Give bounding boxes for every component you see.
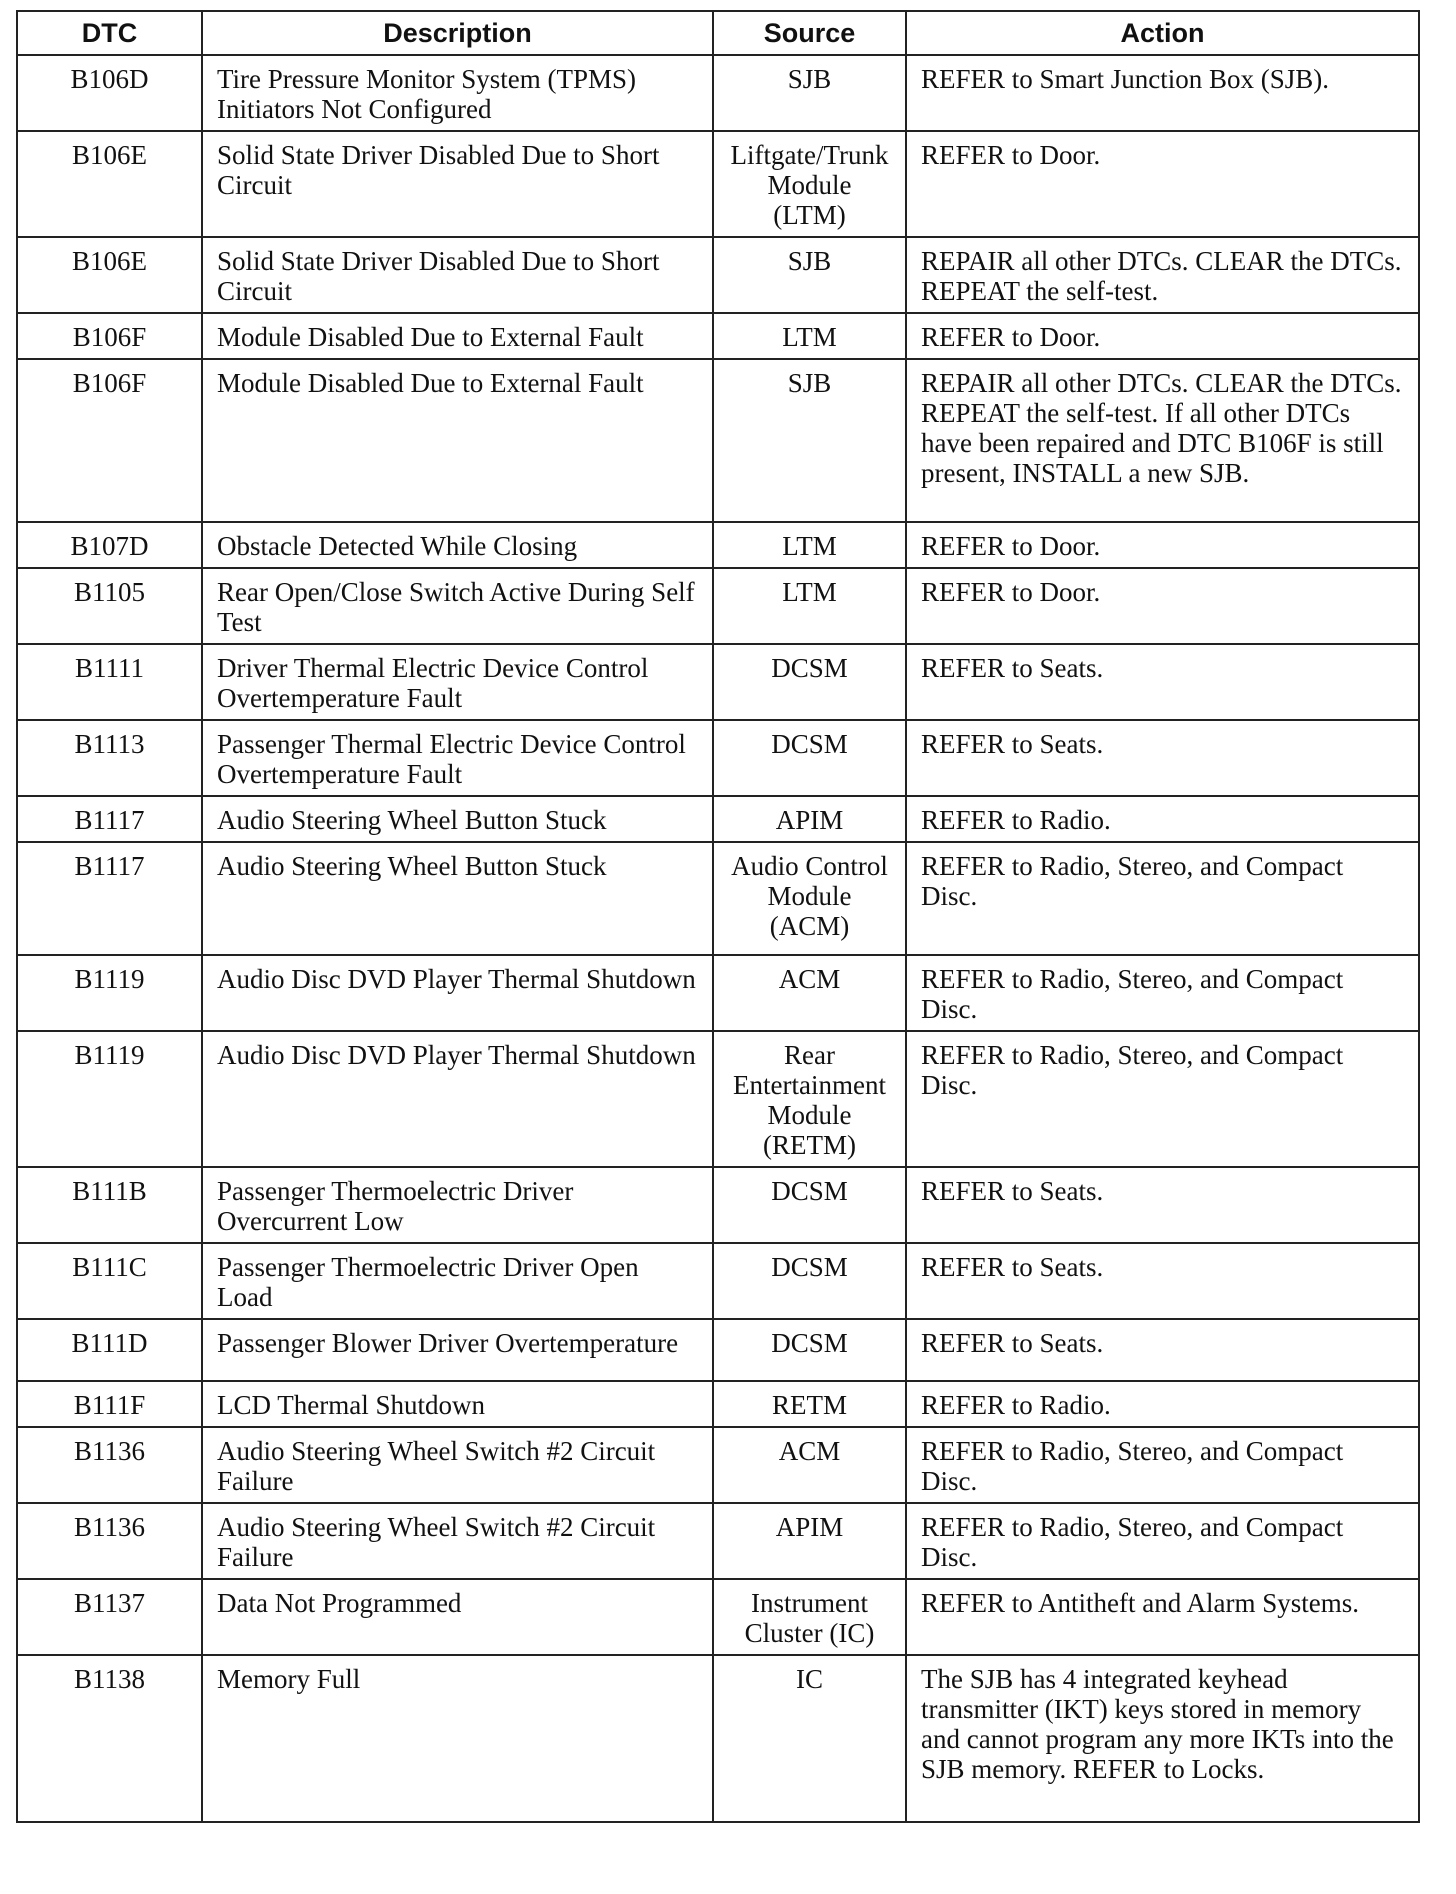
dtc-source: RETM (713, 1381, 906, 1427)
dtc-description: Audio Steering Wheel Switch #2 Circuit Failure (202, 1427, 713, 1503)
dtc-description: Audio Steering Wheel Button Stuck (202, 796, 713, 842)
dtc-action: REFER to Radio, Stereo, and Compact Disc. (906, 1503, 1419, 1579)
table-row (17, 1381, 1419, 1427)
dtc-source: DCSM (713, 644, 906, 720)
dtc-action: REFER to Radio, Stereo, and Compact Disc. (906, 1427, 1419, 1503)
dtc-description: Solid State Driver Disabled Due to Short Circuit (202, 237, 713, 313)
dtc-description: Rear Open/Close Switch Active During Self Test (202, 568, 713, 644)
header-dtc: DTC (17, 11, 202, 55)
dtc-code: B1119 (17, 1031, 202, 1167)
dtc-description: Audio Disc DVD Player Thermal Shutdown (202, 1031, 713, 1167)
dtc-code: B111F (17, 1381, 202, 1427)
dtc-description: Driver Thermal Electric Device Control Overtemperature Fault (202, 644, 713, 720)
table-row (17, 842, 1419, 955)
table-row (17, 1031, 1419, 1167)
dtc-source: IC (713, 1655, 906, 1822)
dtc-action: REFER to Door. (906, 568, 1419, 644)
dtc-source: SJB (713, 237, 906, 313)
dtc-description: Passenger Thermoelectric Driver Open Load (202, 1243, 713, 1319)
dtc-source: DCSM (713, 1243, 906, 1319)
dtc-description: Audio Disc DVD Player Thermal Shutdown (202, 955, 713, 1031)
dtc-code: B1105 (17, 568, 202, 644)
dtc-table (16, 10, 1420, 1823)
dtc-description: Memory Full (202, 1655, 713, 1822)
dtc-code: B106D (17, 55, 202, 131)
table-row (17, 1243, 1419, 1319)
dtc-action: REFER to Seats. (906, 1243, 1419, 1319)
table-row (17, 1579, 1419, 1655)
dtc-action: REFER to Seats. (906, 1319, 1419, 1381)
header-source: Source (713, 11, 906, 55)
dtc-action: REFER to Door. (906, 522, 1419, 568)
dtc-code: B1136 (17, 1427, 202, 1503)
dtc-description: Tire Pressure Monitor System (TPMS) Initiators Not Configured (202, 55, 713, 131)
dtc-action: REFER to Seats. (906, 1167, 1419, 1243)
dtc-source: SJB (713, 55, 906, 131)
dtc-code: B106F (17, 359, 202, 522)
table-row (17, 1319, 1419, 1381)
dtc-source: ACM (713, 1427, 906, 1503)
dtc-action: REFER to Radio, Stereo, and Compact Disc. (906, 842, 1419, 955)
dtc-source: Instrument Cluster (IC) (713, 1579, 906, 1655)
table-row (17, 131, 1419, 237)
dtc-action: REFER to Radio, Stereo, and Compact Disc. (906, 1031, 1419, 1167)
dtc-action: REFER to Radio. (906, 796, 1419, 842)
dtc-code: B1119 (17, 955, 202, 1031)
dtc-action: REPAIR all other DTCs. CLEAR the DTCs. REPEAT the self-test. (906, 237, 1419, 313)
table-row (17, 1503, 1419, 1579)
dtc-source: LTM (713, 568, 906, 644)
dtc-source: Liftgate/Trunk Module (LTM) (713, 131, 906, 237)
header-description: Description (202, 11, 713, 55)
dtc-action: REFER to Seats. (906, 644, 1419, 720)
table-row (17, 720, 1419, 796)
dtc-description: Passenger Blower Driver Overtemperature (202, 1319, 713, 1381)
table-row (17, 237, 1419, 313)
dtc-action: REFER to Door. (906, 313, 1419, 359)
table-row (17, 313, 1419, 359)
dtc-action: REFER to Seats. (906, 720, 1419, 796)
dtc-code: B111B (17, 1167, 202, 1243)
dtc-code: B1113 (17, 720, 202, 796)
table-row (17, 359, 1419, 522)
table-row (17, 522, 1419, 568)
dtc-source: DCSM (713, 1167, 906, 1243)
dtc-description: Obstacle Detected While Closing (202, 522, 713, 568)
header-action: Action (906, 11, 1419, 55)
dtc-source: LTM (713, 522, 906, 568)
dtc-code: B1136 (17, 1503, 202, 1579)
table-row (17, 55, 1419, 131)
dtc-description: Passenger Thermal Electric Device Control Overtemperature Fault (202, 720, 713, 796)
dtc-source: Audio Control Module (ACM) (713, 842, 906, 955)
dtc-action: REFER to Radio, Stereo, and Compact Disc. (906, 955, 1419, 1031)
table-header-row (17, 11, 1419, 55)
dtc-action: REPAIR all other DTCs. CLEAR the DTCs. REPEAT the self-test. If all other DTCs have been repaired and DTC B106F is still present, INSTALL a new SJB. (906, 359, 1419, 522)
dtc-action: REFER to Smart Junction Box (SJB). (906, 55, 1419, 131)
table-row (17, 1427, 1419, 1503)
dtc-code: B106E (17, 237, 202, 313)
dtc-description: LCD Thermal Shutdown (202, 1381, 713, 1427)
dtc-code: B1137 (17, 1579, 202, 1655)
dtc-description: Data Not Programmed (202, 1579, 713, 1655)
dtc-description: Audio Steering Wheel Switch #2 Circuit Failure (202, 1503, 713, 1579)
dtc-description: Audio Steering Wheel Button Stuck (202, 842, 713, 955)
dtc-source: Rear Entertainment Module (RETM) (713, 1031, 906, 1167)
table-row (17, 1167, 1419, 1243)
dtc-code: B1138 (17, 1655, 202, 1822)
table-row (17, 796, 1419, 842)
dtc-description: Module Disabled Due to External Fault (202, 313, 713, 359)
dtc-action: REFER to Door. (906, 131, 1419, 237)
dtc-code: B107D (17, 522, 202, 568)
table-row (17, 644, 1419, 720)
dtc-code: B106E (17, 131, 202, 237)
dtc-action: REFER to Antitheft and Alarm Systems. (906, 1579, 1419, 1655)
dtc-source: APIM (713, 1503, 906, 1579)
dtc-description: Passenger Thermoelectric Driver Overcurrent Low (202, 1167, 713, 1243)
dtc-code: B1117 (17, 842, 202, 955)
table-row (17, 568, 1419, 644)
dtc-code: B1117 (17, 796, 202, 842)
dtc-code: B1111 (17, 644, 202, 720)
dtc-code: B106F (17, 313, 202, 359)
dtc-description: Solid State Driver Disabled Due to Short Circuit (202, 131, 713, 237)
dtc-action: REFER to Radio. (906, 1381, 1419, 1427)
dtc-source: LTM (713, 313, 906, 359)
table-row (17, 1655, 1419, 1822)
dtc-action: The SJB has 4 integrated keyhead transmitter (IKT) keys stored in memory and cannot program any more IKTs into the SJB memory. REFER to Locks. (906, 1655, 1419, 1822)
dtc-code: B111D (17, 1319, 202, 1381)
dtc-source: ACM (713, 955, 906, 1031)
dtc-code: B111C (17, 1243, 202, 1319)
dtc-description: Module Disabled Due to External Fault (202, 359, 713, 522)
dtc-source: APIM (713, 796, 906, 842)
dtc-source: DCSM (713, 720, 906, 796)
table-row (17, 955, 1419, 1031)
dtc-source: SJB (713, 359, 906, 522)
dtc-source: DCSM (713, 1319, 906, 1381)
